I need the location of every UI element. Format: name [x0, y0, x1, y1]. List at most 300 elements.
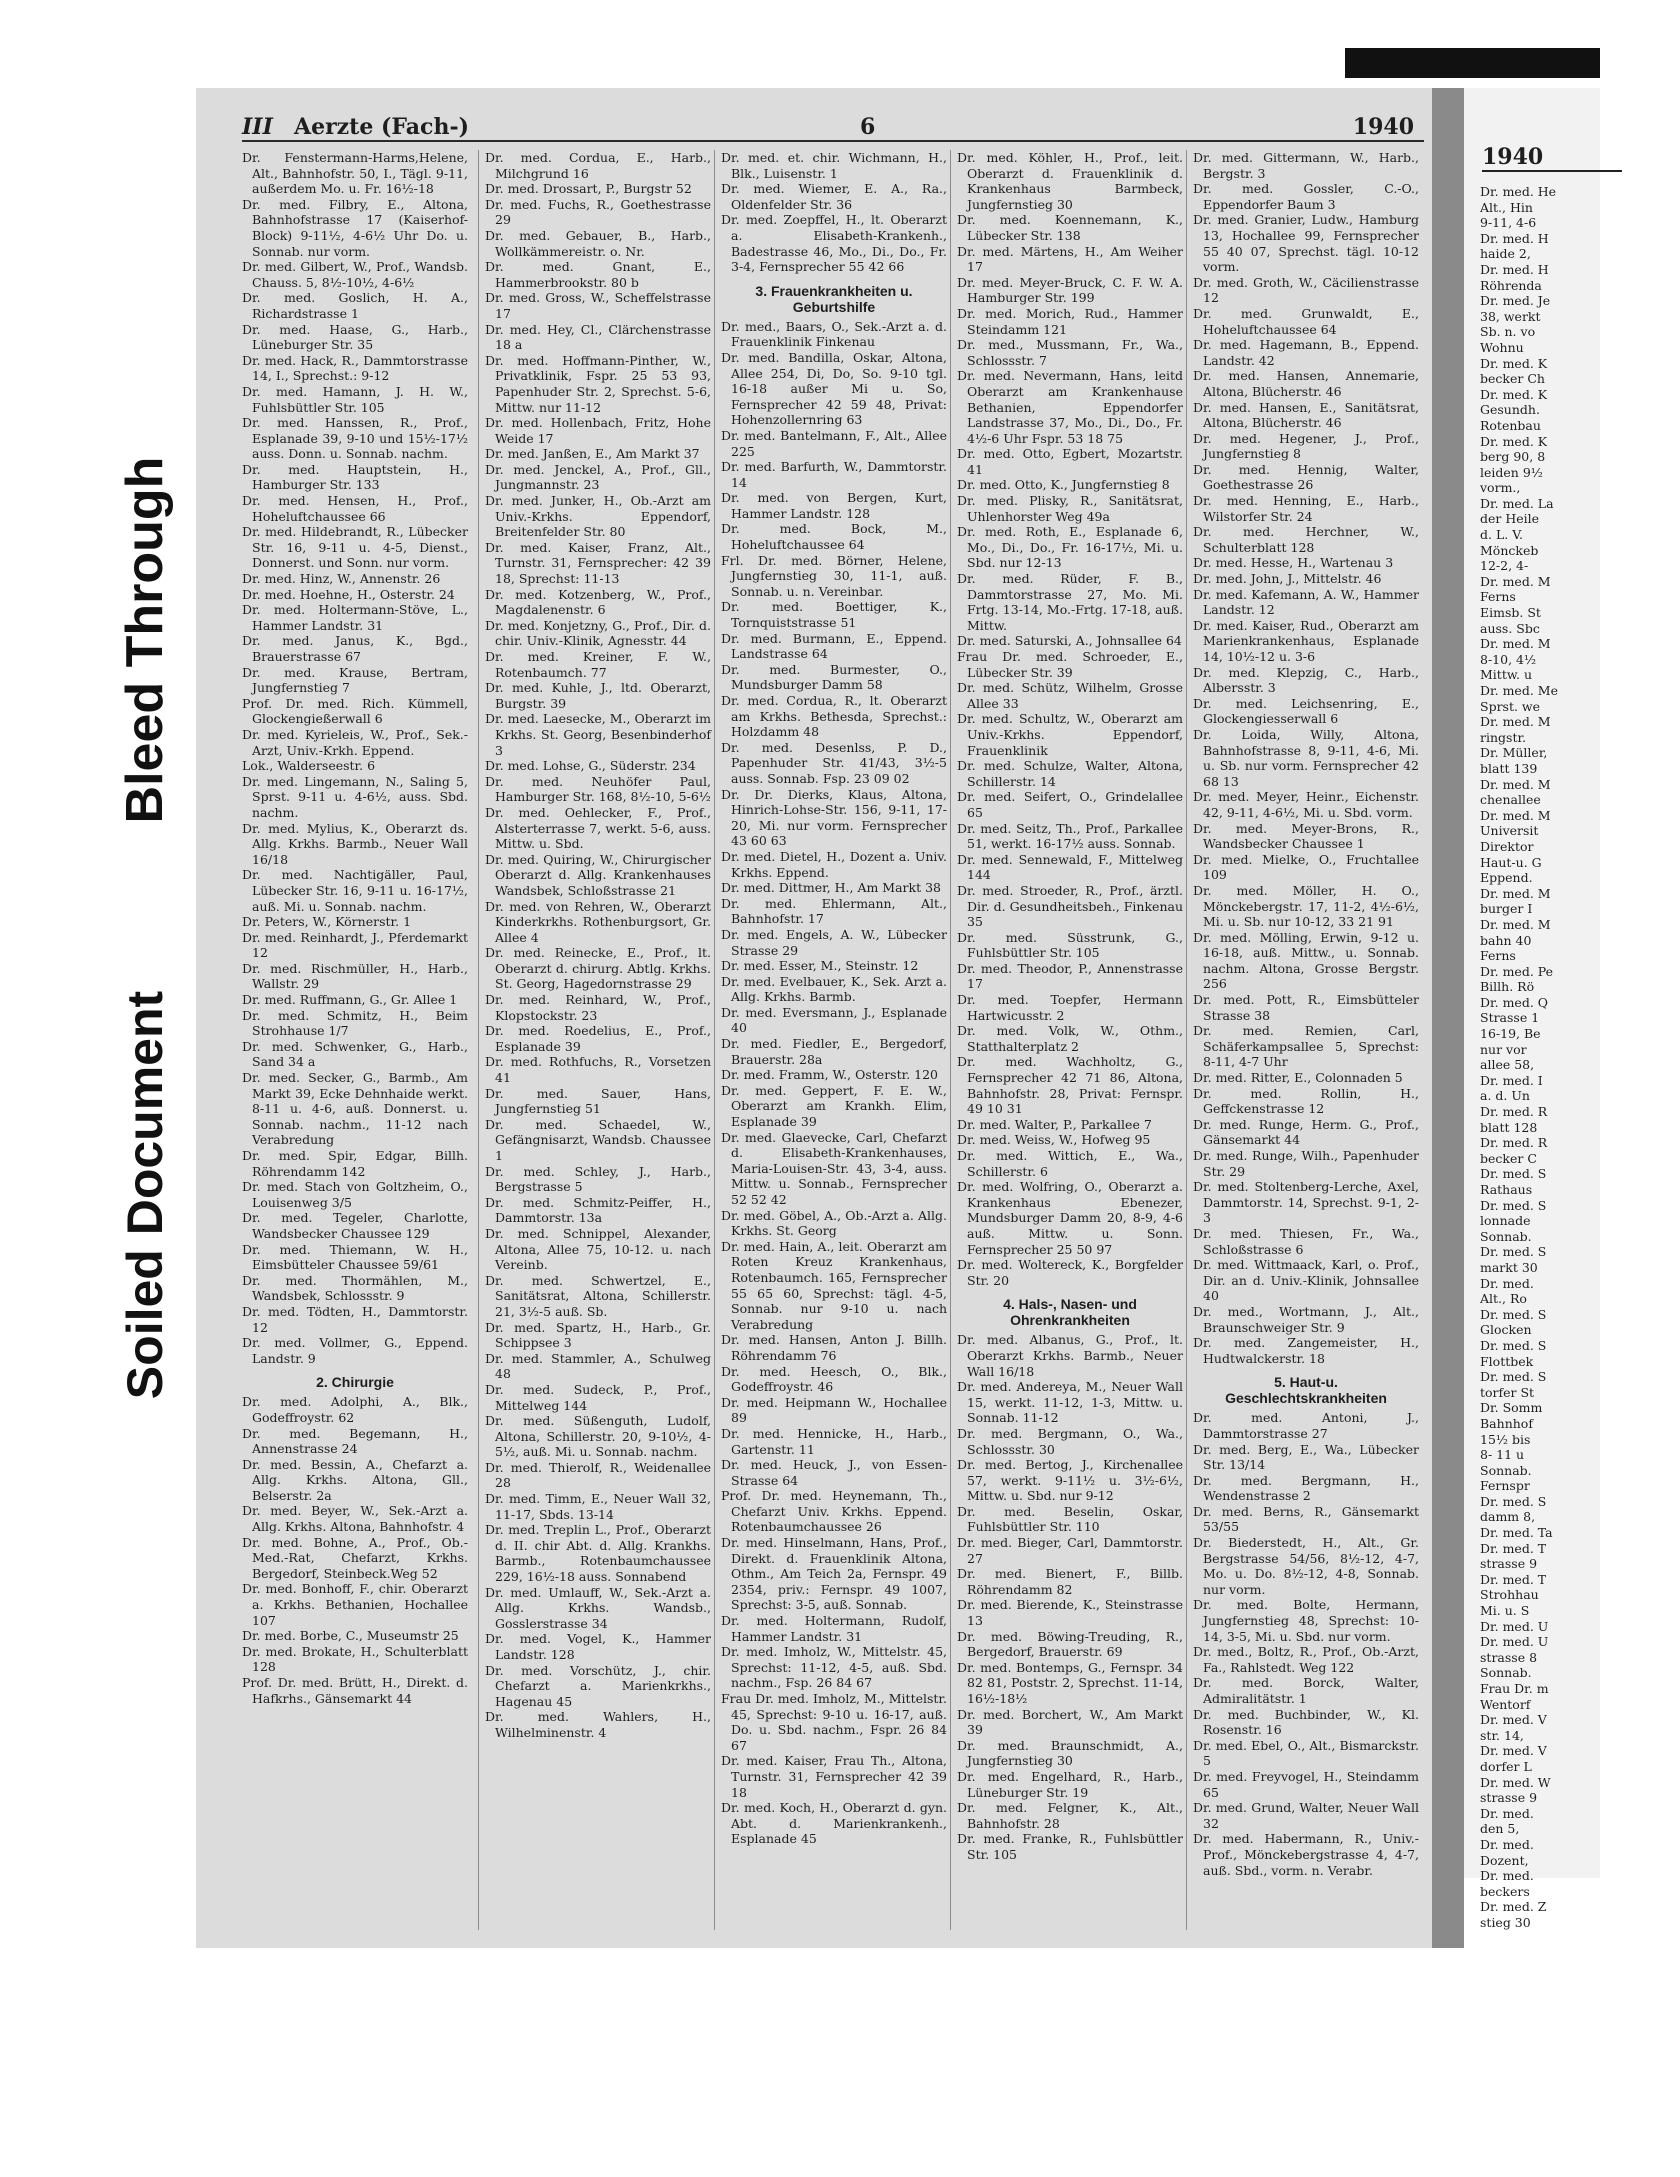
directory-entry: Dr. med. Kotzenberg, W., Prof., Magdalenenstr. 6	[485, 586, 711, 618]
directory-entry: Dr. med. Schulze, Walter, Altona, Schillerstr. 14	[957, 758, 1183, 789]
adjacent-page-line: haide 2,	[1480, 246, 1531, 262]
adjacent-page-line: markt 30	[1480, 1259, 1538, 1275]
directory-entry: Dr. med. Hanssen, R., Prof., Esplanade 39, 9-10 und 15½-17½ auss. Donn. u. Sonnab. nachm.	[242, 415, 468, 462]
adjacent-page-line: vorm.,	[1480, 480, 1521, 496]
directory-entry: Dr. med. Dietel, H., Dozent a. Univ. Krkhs. Eppend.	[721, 848, 947, 880]
directory-entry: Dr. med. Hoffmann-Pinther, W., Privatklinik, Fspr. 25 53 93, Papenhuder Str. 2, Sprechst. 5-6, Mittw. nur 11-12	[485, 352, 711, 415]
directory-entry: Dr. med. von Rehren, W., Oberarzt Kinderkrkhs. Rothenburgsort, Gr. Allee 4	[485, 898, 711, 945]
adjacent-page-line: Flottbek	[1480, 1353, 1534, 1369]
adjacent-page-line: Dr. med. R	[1480, 1104, 1548, 1120]
adjacent-page-line: strasse 9	[1480, 1556, 1538, 1572]
directory-entry: Dr. med. Umlauff, W., Sek.-Arzt a. Allg. Krkhs. Wandsb., Gosslerstrasse 34	[485, 1584, 711, 1631]
adjacent-page-line: Sb. n. vo	[1480, 324, 1536, 340]
directory-entry: Dr. med. Bergmann, H., Wendenstrasse 2	[1193, 1472, 1419, 1504]
adjacent-page-line: Universit	[1480, 823, 1539, 839]
directory-entry: Dr. med. Süßenguth, Ludolf, Altona, Schillerstr. 20, 9-10½, 4-5½, auß. Mi. u. Sonnab. nachm.	[485, 1413, 711, 1460]
directory-entry: Dr. med. Thiesen, Fr., Wa., Schloßstrasse 6	[1193, 1225, 1419, 1257]
directory-entry: Dr. med. Nevermann, Hans, leitd Oberarzt am Krankenhause Bethanien, Eppendorfer Landstrasse 37, Mo., Di., Do., Fr. 4½-6 Uhr Fspr. 53 18 75	[957, 368, 1183, 446]
adjacent-page-line: Mittw. u	[1480, 667, 1533, 683]
directory-entry: Dr. med. Felgner, K., Alt., Bahnhofstr. 28	[957, 1800, 1183, 1831]
directory-entry: Dr. med. Kafemann, A. W., Hammer Landstr. 12	[1193, 586, 1419, 618]
directory-entry: Dr. med. Bohne, A., Prof., Ob.-Med.-Rat, Chefarzt, Krkhs. Bergedorf, Steinbeck.Weg 52	[242, 1534, 468, 1581]
directory-entry: Dr. med. Jenckel, A., Prof., Gll., Jungmannstr. 23	[485, 461, 711, 493]
adjacent-page-line: bahn 40	[1480, 932, 1532, 948]
directory-entry: Dr. med. Vollmer, G., Eppend. Landstr. 9	[242, 1335, 468, 1366]
directory-entry: Dr. med. Evelbauer, K., Sek. Arzt a. Allg. Krkhs. Barmb.	[721, 973, 947, 1005]
adjacent-page-line: Fernspr	[1480, 1478, 1530, 1494]
adjacent-page-line: Dozent,	[1480, 1852, 1529, 1868]
directory-entry: Dr. med. Schnippel, Alexander, Altona, Allee 75, 10-12. u. nach Vereinb.	[485, 1225, 711, 1273]
directory-entry: Dr. med. Zangemeister, H., Hudtwalckerstr. 18	[1193, 1335, 1419, 1366]
directory-entry: Dr. med. Nachtigäller, Paul, Lübecker Str. 16, 9-11 u. 16-17½, auß. Mi. u. Sonnab. nachm.	[242, 867, 468, 914]
directory-entry: Dr. med. Hinselmann, Hans, Prof., Direkt. d. Frauenklinik Altona, Othm., Am Teich 2a, Fernspr. 49 2354, priv.: Fernspr. 49 1007, Sprechst: 3-5, auß. Sonnab.	[721, 1535, 947, 1613]
directory-entry: Dr. med. Otto, Egbert, Mozartstr. 41	[957, 446, 1183, 477]
directory-entry: Dr. med. Beyer, W., Sek.-Arzt a. Allg. Krkhs. Altona, Bahnhofstr. 4	[242, 1503, 468, 1535]
directory-entry: Dr. med. Kyrieleis, W., Prof., Sek.-Arzt, Univ.-Krkh. Eppend.	[242, 726, 468, 758]
directory-entry: Dr. med. Desenlss, P. D., Papenhuder Str. 41/43, 3½-5 auss. Sonnab. Fsp. 23 09 02	[721, 739, 947, 786]
directory-entry: Dr. med., Baars, O., Sek.-Arzt a. d. Frauenklinik Finkenau	[721, 318, 947, 350]
directory-entry: Dr. med. Wittich, E., Wa., Schillerstr. 6	[957, 1148, 1183, 1179]
adjacent-page-line: Dr. med. W	[1480, 1774, 1551, 1790]
directory-entry: Dr. med. Volk, W., Othm., Statthalterplatz 2	[957, 1023, 1183, 1054]
directory-entry: Dr. med. Hansen, Annemarie, Altona, Blücherstr. 46	[1193, 368, 1419, 399]
directory-entry: Dr. med. Koch, H., Oberarzt d. gyn. Abt. d. Marienkrankenh., Esplanade 45	[721, 1800, 947, 1847]
directory-entry: Dr. med. Thierolf, R., Weidenallee 28	[485, 1459, 711, 1491]
directory-entry: Dr. med. Grunwaldt, E., Hoheluftchaussee 64	[1193, 305, 1419, 337]
adjacent-page-line: Mönckeb	[1480, 542, 1539, 558]
adjacent-page-line: Alt., Hin	[1480, 199, 1533, 215]
directory-entry: Dr. med. Gittermann, W., Harb., Bergstr. 3	[1193, 150, 1419, 181]
adjacent-page-year: 1940	[1482, 144, 1622, 172]
adjacent-page-line: Sprst. we	[1480, 698, 1541, 714]
directory-entry: Dr. med. Burmann, E., Eppend. Landstrasse 64	[721, 630, 947, 662]
directory-entry: Dr. med. Bontemps, G., Fernspr. 34 82 81, Poststr. 2, Sprechst. 11-14, 16½-18½	[957, 1659, 1183, 1706]
adjacent-page-line: auss. Sbc	[1480, 620, 1540, 636]
directory-entry: Dr. med. Borck, Walter, Admiralitätstr. 1	[1193, 1675, 1419, 1706]
directory-entry: Dr. med. Quiring, W., Chirurgischer Oberarzt d. Allg. Krankenhauses Wandsbek, Schloßstrasse 21	[485, 851, 711, 898]
directory-entry: Dr. med. Esser, M., Steinstr. 12	[721, 958, 919, 974]
directory-entry: Dr. med. Andereya, M., Neuer Wall 15, werkt. 11-12, 1-3, Mittw. u. Sonnab. 11-12	[957, 1379, 1183, 1426]
directory-entry: Dr. med. Berg, E., Wa., Lübecker Str. 13/14	[1193, 1441, 1419, 1473]
adjacent-page-line: Dr. med. Pe	[1480, 963, 1554, 979]
adjacent-page-line: chenallee	[1480, 792, 1541, 808]
directory-entry: Dr. med. Sennewald, F., Mittelweg 144	[957, 851, 1183, 883]
directory-entry: Dr. med. Roth, E., Esplanade 6, Mo., Di., Do., Fr. 16-17½, Mi. u. Sbd. nur 12-13	[957, 524, 1183, 571]
directory-entry: Dr. med. Rüder, F. B., Dammtorstrasse 27, Mo. Mi. Frtg. 13-14, Mo.-Frtg. 17-18, auß. Mittw.	[957, 571, 1183, 633]
directory-entry: Dr. med. Glaevecke, Carl, Chefarzt d. Elisabeth-Krankenhauses, Maria-Louisen-Str. 43, 3-4, auss. Mittw. u. Sonnab., Fernsprecher 52 52 42	[721, 1129, 947, 1207]
directory-entry: Dr. med. Janßen, E., Am Markt 37	[485, 446, 700, 462]
adjacent-page-line: 15½ bis	[1480, 1431, 1531, 1447]
adjacent-page-line: str. 14,	[1480, 1727, 1524, 1743]
directory-entry: Dr. med. Konjetzny, G., Prof., Dir. d. chir. Univ.-Klinik, Agnesstr. 44	[485, 617, 711, 649]
directory-entry: Dr. Biederstedt, H., Alt., Gr. Bergstrasse 54/56, 8½-12, 4-7, Mo. u. Do. 8½-12, 4-8, Sonnab. nur vorm.	[1193, 1535, 1419, 1597]
directory-entry: Dr. med. Hennicke, H., Harb., Gartenstr. 11	[721, 1425, 947, 1457]
column-3	[714, 150, 947, 1930]
directory-entry: Dr. med. Cordua, R., lt. Oberarzt am Krkhs. Bethesda, Sprechst.: Holzdamm 48	[721, 693, 947, 740]
adjacent-page-line: Gesundh.	[1480, 402, 1540, 418]
directory-entry: Dr. Loida, Willy, Altona, Bahnhofstrasse 8, 9-11, 4-6, Mi. u. Sb. nur vorm. Fernsprecher 42 68 13	[1193, 726, 1419, 789]
adjacent-page-line: Sonnab.	[1480, 1665, 1532, 1681]
directory-entry: Dr. Dr. Dierks, Klaus, Altona, Hinrich-Lohse-Str. 156, 9-11, 17-20, Mi. nur vorm. Fernsprecher 43 60 63	[721, 786, 947, 849]
directory-entry: Dr. med. Stoltenberg-Lerche, Axel, Dammtorstr. 14, Sprechst. 9-1, 2-3	[1193, 1179, 1419, 1226]
directory-entry: Dr. med. Hack, R., Dammtorstrasse 14, I., Sprechst.: 9-12	[242, 352, 468, 384]
adjacent-page-line: torfer St	[1480, 1384, 1535, 1400]
adjacent-page-line: den 5,	[1480, 1821, 1520, 1837]
directory-entry: Dr. Peters, W., Körnerstr. 1	[242, 914, 412, 930]
column-2	[478, 150, 711, 1930]
page-header	[242, 114, 1424, 142]
directory-entry: Dr. med. Neuhöfer Paul, Hamburger Str. 168, 8½-10, 5-6½	[485, 773, 711, 805]
directory-entry: Dr. med. Brokate, H., Schulterblatt 128	[242, 1643, 468, 1675]
adjacent-page-line: becker C	[1480, 1150, 1537, 1166]
directory-entry: Dr. med. Engels, A. W., Lübecker Strasse 29	[721, 926, 947, 958]
adjacent-page-line: damm 8,	[1480, 1509, 1536, 1525]
directory-entry: Dr. med. Bieger, Carl, Dammtorstr. 27	[957, 1535, 1183, 1566]
adjacent-page-line: becker Ch	[1480, 371, 1545, 387]
adjacent-page-line: Dr. med. S	[1480, 1244, 1547, 1260]
adjacent-page-line: Dr. med. S	[1480, 1306, 1547, 1322]
adjacent-page-line: Dr. med. S	[1480, 1493, 1547, 1509]
directory-entry: Dr. med. Hegener, J., Prof., Jungfernstieg 8	[1193, 430, 1419, 462]
directory-entry: Dr. med. Krause, Bertram, Jungfernstieg 7	[242, 664, 468, 696]
directory-entry: Dr. med. Eversmann, J., Esplanade 40	[721, 1004, 947, 1036]
directory-entry: Dr. med., Wortmann, J., Alt., Braunschweiger Str. 9	[1193, 1303, 1419, 1335]
directory-entry: Dr. med. Kuhle, J., ltd. Oberarzt, Burgstr. 39	[485, 680, 711, 711]
directory-entry: Dr. med. Granier, Ludw., Hamburg 13, Hochallee 99, Fernsprecher 55 40 07, Sprechst. tägl. 10-12 vorm.	[1193, 212, 1419, 275]
bleed-through-label: Bleed Through	[116, 456, 174, 824]
adjacent-page-line: Dr. med. M	[1480, 636, 1551, 652]
directory-entry: Dr. med. Fuchs, R., Goethestrasse 29	[485, 196, 711, 228]
directory-entry: Frau Dr. med. Imholz, M., Mittelstr. 45, Sprechst: 9-10 u. 16-17, auß. Do. u. Sbd. nachm., Fspr. 26 84 67	[721, 1691, 947, 1753]
directory-entry: Dr. med. Schwenker, G., Harb., Sand 34 a	[242, 1038, 468, 1070]
directory-columns	[242, 150, 1424, 1930]
directory-entry: Dr. med. Bolte, Hermann, Jungfernstieg 48, Sprechst: 10-14, 3-5, Mi. u. Sbd. nur vorm.	[1193, 1597, 1419, 1644]
directory-entry: Dr. med. Filbry, E., Altona, Bahnhofstrasse 17 (Kaiserhof-Block) 9-11½, 4-6½ Uhr Do. u. Sonnab. nur vorm.	[242, 196, 468, 259]
directory-entry: Dr. med. Groth, W., Cäcilienstrasse 12	[1193, 274, 1419, 306]
adjacent-page-line: Dr. med. S	[1480, 1197, 1547, 1213]
directory-entry: Dr. med. Wachholtz, G., Fernsprecher 42 71 86, Altona, Bahnhofstr. 28, Privat: Fernspr. 49 10 31	[957, 1054, 1183, 1117]
directory-entry: Dr. med. Hain, A., leit. Oberarzt am Roten Kreuz Krankenhaus, Rotenbaumch. 165, Fernsprecher 55 65 60, Sprechst: tägl. 4-5, Sonnab. nur 9-10 u. nach Verabredung	[721, 1238, 947, 1332]
directory-entry: Dr. med. Saturski, A., Johnsallee 64	[957, 633, 1182, 649]
directory-entry: Dr. med. Mölling, Erwin, 9-12 u. 16-18, auß. Mittw., u. Sonnab. nachm. Altona, Grosse Bergstr. 256	[1193, 929, 1419, 992]
adjacent-page-line: Sonnab.	[1480, 1462, 1532, 1478]
directory-entry: Dr. med. Hansen, E., Sanitätsrat, Altona, Blücherstr. 46	[1193, 399, 1419, 431]
directory-entry: Dr. med. Berns, R., Gänsemarkt 53/55	[1193, 1503, 1419, 1535]
directory-entry: Dr. med. Seitz, Th., Prof., Parkallee 51, werkt. 16-17½ auss. Sonnab.	[957, 820, 1183, 852]
page-shadow	[1432, 88, 1464, 1948]
directory-entry: Dr. med. Bergmann, O., Wa., Schlossstr. 30	[957, 1425, 1183, 1457]
adjacent-page-line: Dr. med. Z	[1480, 1899, 1547, 1915]
directory-entry: Dr. med., Boltz, R., Prof., Ob.-Arzt, Fa., Rahlstedt. Weg 122	[1193, 1644, 1419, 1675]
adjacent-page-line: Haut-u. G	[1480, 854, 1542, 870]
adjacent-page-line: Sonnab.	[1480, 1228, 1532, 1244]
directory-entry: Dr. med. Albanus, G., Prof., lt. Oberarzt Krkhs. Barmb., Neuer Wall 16/18	[957, 1332, 1183, 1379]
directory-entry: Dr. Fenstermann-Harms,Helene, Alt., Bahnhofstr. 50, I., Tägl. 9-11, außerdem Mo. u. Fr. 16½-18	[242, 150, 468, 197]
header-year: 1940	[1352, 114, 1414, 140]
directory-entry: Dr. med. Lingemann, N., Saling 5, Sprst. 9-11 u. 4-6½, auss. Sbd. nachm.	[242, 773, 468, 820]
adjacent-page-line: Dr. med. M	[1480, 573, 1551, 589]
adjacent-page-line: d. L. V.	[1480, 527, 1524, 543]
adjacent-page-line: blatt 128	[1480, 1119, 1538, 1135]
directory-entry: Dr. med. Wiemer, E. A., Ra., Oldenfelder Str. 36	[721, 181, 947, 212]
directory-entry: Dr. med. Fiedler, E., Bergedorf, Brauerstr. 28a	[721, 1036, 947, 1067]
directory-entry: Dr. med. Hollenbach, Fritz, Hohe Weide 17	[485, 415, 711, 446]
directory-entry: Dr. med. von Bergen, Kurt, Hammer Landstr. 128	[721, 490, 947, 521]
directory-entry: Dr. med. Heesch, O., Blk., Godeffroystr. 46	[721, 1363, 947, 1395]
directory-entry: Dr. med. Hildebrandt, R., Lübecker Str. 16, 9-11 u. 4-5, Dienst., Donnerst. und Sonn. nur vorm.	[242, 524, 468, 571]
directory-entry: Dr. med. Schütz, Wilhelm, Grosse Allee 33	[957, 680, 1183, 711]
adjacent-page-line: 38, werkt	[1480, 308, 1541, 324]
adjacent-page-lines	[1480, 184, 1680, 1931]
directory-entry: Dr. med. Drossart, P., Burgstr 52	[485, 181, 692, 197]
directory-entry: Dr. med. Bandilla, Oskar, Altona, Allee 254, Di, Do, So. 9-10 tgl. 16-18 außer Mi u. So, Fernsprecher 42 59 48, Privat: Hohenzollernring 63	[721, 349, 947, 428]
adjacent-page-line: Dr. med. Q	[1480, 994, 1549, 1010]
directory-entry: Dr. med. Reinecke, E., Prof., lt. Oberarzt d. chirurg. Abtlg. Krkhs. St. Georg, Hagedornstrasse 29	[485, 945, 711, 992]
directory-entry: Dr. med. Hey, Cl., Clärchenstrasse 18 a	[485, 321, 711, 353]
scanned-page	[196, 88, 1460, 1948]
adjacent-page-line: strasse 9	[1480, 1790, 1538, 1806]
directory-entry: Dr. med. Schultz, W., Oberarzt am Univ.-Krkhs. Eppendorf, Frauenklinik	[957, 711, 1183, 758]
directory-entry: Dr. med. Geppert, F. E. W., Oberarzt am Krankh. Elim, Esplanade 39	[721, 1082, 947, 1130]
directory-entry: Dr. med. Schmitz-Peiffer, H., Dammtorstr. 13a	[485, 1194, 711, 1226]
directory-entry: Dr. med. Ehlermann, Alt., Bahnhofstr. 17	[721, 895, 947, 927]
adjacent-page-line: strasse 8	[1480, 1649, 1538, 1665]
directory-entry: Dr. med. Cordua, E., Harb., Milchgrund 16	[485, 150, 711, 181]
adjacent-page-line: Ferns	[1480, 589, 1516, 605]
directory-entry: Dr. med. Dittmer, H., Am Markt 38	[721, 880, 942, 896]
adjacent-page-line: Dr. med. U	[1480, 1634, 1549, 1650]
directory-entry: Dr. med. Reinhard, W., Prof., Klopstockstr. 23	[485, 992, 711, 1023]
header-title: Aerzte (Fach-)	[294, 114, 469, 140]
column-4	[950, 150, 1183, 1930]
adjacent-page-line: Dr. med. S	[1480, 1337, 1547, 1353]
directory-entry: Dr. med. Walter, P., Parkallee 7	[957, 1116, 1152, 1132]
adjacent-page-line: Dr. Müller,	[1480, 745, 1548, 761]
directory-entry: Dr. med. Gilbert, W., Prof., Wandsb. Chauss. 5, 8½-10½, 4-6½	[242, 259, 468, 290]
directory-entry: Dr. med. Bessin, A., Chefarzt a. Allg. Krkhs. Altona, Gll., Belserstr. 2a	[242, 1456, 468, 1503]
directory-entry: Dr. med. Mylius, K., Oberarzt ds. Allg. Krkhs. Barmb., Neuer Wall 16/18	[242, 820, 468, 867]
directory-entry: Dr. med. John, J., Mittelstr. 46	[1193, 571, 1382, 587]
directory-entry: Dr. med. Goslich, H. A., Richardstrasse 1	[242, 290, 468, 321]
directory-entry: Dr. med. Borbe, C., Museumstr 25	[242, 1628, 459, 1644]
adjacent-page-line: Dr. med.	[1480, 1836, 1534, 1852]
adjacent-page-line: Dr. med.	[1480, 1805, 1534, 1821]
directory-entry: Dr. med. Klepzig, C., Harb., Albersstr. 3	[1193, 664, 1419, 696]
adjacent-page-line: Strohhau	[1480, 1587, 1539, 1603]
directory-entry: Dr. med. Spir, Edgar, Billh. Röhrendamm 142	[242, 1148, 468, 1179]
directory-entry: Dr. med. Hennig, Walter, Goethestrasse 26	[1193, 461, 1419, 493]
adjacent-page-line: Dr. med. V	[1480, 1712, 1547, 1728]
directory-entry: Dr. med. Toepfer, Hermann Hartwicusstr. 2	[957, 992, 1183, 1023]
directory-entry: Dr. med. Grund, Walter, Neuer Wall 32	[1193, 1800, 1419, 1831]
directory-entry: Dr. med. Beselin, Oskar, Fuhlsbüttler Str. 110	[957, 1503, 1183, 1535]
directory-entry: Dr. med. Junker, H., Ob.-Arzt am Univ.-Krkhs. Eppendorf, Breitenfelder Str. 80	[485, 493, 711, 540]
directory-entry: Dr. med. Rischmüller, H., Harb., Wallstr. 29	[242, 960, 468, 992]
adjacent-page-line: Strasse 1	[1480, 1010, 1540, 1026]
adjacent-page-line: Dr. med. T	[1480, 1540, 1547, 1556]
directory-entry: Dr. med. Spartz, H., Harb., Gr. Schippsee 3	[485, 1319, 711, 1351]
soiled-document-label: Soiled Document	[117, 990, 173, 1400]
directory-entry: Dr. med. Thormählen, M., Wandsbek, Schlossstr. 9	[242, 1272, 468, 1304]
directory-entry: Frl. Dr. med. Börner, Helene, Jungfernstieg 30, 11-1, auß. Sonnab. u. n. Vereinbar.	[721, 552, 947, 599]
column-1	[242, 150, 468, 1930]
adjacent-page-line: Dr. med. M	[1480, 916, 1551, 932]
directory-entry: Dr. med. Hauptstein, H., Hamburger Str. 133	[242, 461, 468, 493]
adjacent-page-line: Rotenbau	[1480, 417, 1541, 433]
directory-entry: Dr. med. Schmitz, H., Beim Strohhause 1/7	[242, 1007, 468, 1039]
directory-entry: Dr. med. Süsstrunk, G., Fuhlsbüttler Str. 105	[957, 929, 1183, 961]
directory-entry: Dr. med. Antoni, J., Dammtorstrasse 27	[1193, 1410, 1419, 1441]
adjacent-page-line: Dr. med. V	[1480, 1743, 1547, 1759]
directory-entry: Dr. med. Koennemann, K., Lübecker Str. 138	[957, 212, 1183, 243]
adjacent-page-line: Dr. med. La	[1480, 495, 1554, 511]
directory-entry: Dr. med. Hensen, H., Prof., Hoheluftchaussee 66	[242, 493, 468, 524]
directory-entry: Dr. med. Plisky, R., Sanitätsrat, Uhlenhorster Weg 49a	[957, 493, 1183, 524]
adjacent-page-line: 16-19, Be	[1480, 1026, 1541, 1042]
adjacent-page-line: stieg 30	[1480, 1914, 1531, 1930]
adjacent-page-line: Dr. med. H	[1480, 261, 1549, 277]
directory-entry: Dr. med. Bertog, J., Kirchenallee 57, werkt. 9-11½ u. 3½-6½, Mittw. u. Sbd. nur 9-12	[957, 1457, 1183, 1504]
adjacent-page-line: Glocken	[1480, 1322, 1532, 1338]
directory-entry: Dr. med. Habermann, R., Univ.-Prof., Mönckebergstrasse 4, 4-7, auß. Sbd., vorm. n. Verabr.	[1193, 1831, 1419, 1878]
black-bar	[1345, 48, 1600, 78]
directory-entry: Dr. med. Timm, E., Neuer Wall 32, 11-17, Sbds. 13-14	[485, 1491, 711, 1522]
directory-entry: Dr. med. Meyer, Heinr., Eichenstr. 42, 9-11, 4-6½, Mi. u. Sbd. vorm.	[1193, 789, 1419, 820]
adjacent-page-line: Dr. med. Je	[1480, 293, 1551, 309]
directory-entry: Dr. med. Adolphi, A., Blk., Godeffroystr. 62	[242, 1394, 468, 1425]
directory-entry: Dr. med. Schwertzel, E., Sanitätsrat, Altona, Schillerstr. 21, 3½-5 auß. Sb.	[485, 1272, 711, 1319]
directory-entry: Dr. med. Vogel, K., Hammer Landstr. 128	[485, 1631, 711, 1662]
directory-entry: Dr. med. Holtermann-Stöve, L., Hammer Landstr. 31	[242, 602, 468, 633]
adjacent-page-line: Ferns	[1480, 948, 1516, 964]
directory-entry: Dr. med. Bock, M., Hoheluftchaussee 64	[721, 521, 947, 553]
adjacent-page-line: Direktor	[1480, 838, 1534, 854]
adjacent-page-line: Dr. med. M	[1480, 776, 1551, 792]
adjacent-page-line: Dr. med. U	[1480, 1618, 1549, 1634]
directory-entry: Dr. med. Runge, Wilh., Papenhuder Str. 29	[1193, 1148, 1419, 1179]
directory-entry: Dr. med. Reinhardt, J., Pferdemarkt 12	[242, 929, 468, 961]
adjacent-page-line: berg 90, 8	[1480, 449, 1546, 465]
adjacent-page-line: Mi. u. S	[1480, 1603, 1530, 1619]
directory-entry: Dr. med. Haase, G., Harb., Lüneburger Str. 35	[242, 321, 468, 353]
directory-entry: Dr. med. Schaedel, W., Gefängnisarzt, Wandsb. Chaussee 1	[485, 1116, 711, 1163]
adjacent-page-line: Röhrenda	[1480, 277, 1542, 293]
adjacent-page-line: leiden 9½	[1480, 464, 1543, 480]
directory-entry: Dr. med. Morich, Rud., Hammer Steindamm 121	[957, 305, 1183, 337]
directory-entry: Dr. med. Möller, H. O., Mönckebergstr. 17, 11-2, 4½-6½, Mi. u. Sb. nur 10-12, 33 21 91	[1193, 882, 1419, 930]
directory-entry: Dr. med. Bantelmann, F., Alt., Allee 225	[721, 427, 947, 459]
directory-entry: Dr. med. Stach von Goltzheim, O., Louisenweg 3/5	[242, 1179, 468, 1210]
adjacent-page-line: Eppend.	[1480, 870, 1533, 886]
directory-entry: Dr. med. Bonhoff, F., chir. Oberarzt a. Krkhs. Bethanien, Hochallee 107	[242, 1581, 468, 1628]
adjacent-page-line: Dr. med. R	[1480, 1135, 1548, 1151]
directory-entry: Dr. med. Leichsenring, E., Glockengiesserwall 6	[1193, 695, 1419, 727]
adjacent-page-line: Dr. med. K	[1480, 355, 1548, 371]
directory-entry: Prof. Dr. med. Heynemann, Th., Chefarzt Univ. Krkhs. Eppend. Rotenbaumchaussee 26	[721, 1488, 947, 1535]
header-volume: III	[242, 114, 273, 140]
adjacent-page-line: Dr. med. K	[1480, 386, 1548, 402]
directory-entry: Dr. med. Rollin, H., Geffckenstrasse 12	[1193, 1085, 1419, 1117]
directory-entry: Dr. med. Märtens, H., Am Weiher 17	[957, 243, 1183, 275]
adjacent-page-line: allee 58,	[1480, 1057, 1535, 1073]
directory-entry: Dr. med. Seifert, O., Grindelallee 65	[957, 789, 1183, 820]
directory-entry: Dr. med. Rothfuchs, R., Vorsetzen 41	[485, 1054, 711, 1086]
directory-entry: Dr. med. Meyer-Brons, R., Wandsbecker Chaussee 1	[1193, 820, 1419, 852]
directory-entry: Dr. med. Gebauer, B., Harb., Wollkämmereistr. o. Nr.	[485, 227, 711, 259]
directory-entry: Dr. med. Hamann, J. H. W., Fuhlsbüttler Str. 105	[242, 383, 468, 415]
header-page-number: 6	[860, 114, 876, 140]
adjacent-page-line: Wohnu	[1480, 339, 1524, 355]
directory-entry: Dr. med. Runge, Herm. G., Prof., Gänsemarkt 44	[1193, 1116, 1419, 1148]
directory-entry: Dr. med. Oehlecker, F., Prof., Alsterterrasse 7, werkt. 5-6, auss. Mittw. u. Sbd.	[485, 804, 711, 852]
directory-entry: Dr. med. Engelhard, R., Harb., Lüneburger Str. 19	[957, 1768, 1183, 1800]
directory-entry: Dr. med. Weiss, W., Hofweg 95	[957, 1132, 1151, 1148]
directory-entry: Dr. med. Vorschütz, J., chir. Chefarzt a. Marienkrkhs., Hagenau 45	[485, 1662, 711, 1709]
directory-entry: Dr. med. Tegeler, Charlotte, Wandsbecker Chaussee 129	[242, 1210, 468, 1241]
directory-entry: Dr. med. Sauer, Hans, Jungfernstieg 51	[485, 1085, 711, 1117]
directory-entry: Dr. med. Zoepffel, H., lt. Oberarzt a. Elisabeth-Krankenh., Badestrasse 46, Mo., Di., Do., Fr. 3-4, Fernsprecher 55 42 66	[721, 212, 947, 275]
directory-entry: Dr. med. Heuck, J., von Essen-Strasse 64	[721, 1457, 947, 1488]
directory-entry: Dr. med. Böwing-Treuding, R., Bergedorf, Brauerstr. 69	[957, 1628, 1183, 1660]
adjacent-page-line: Alt., Ro	[1480, 1291, 1527, 1307]
adjacent-page-line: Dr. med. M	[1480, 714, 1551, 730]
adjacent-page-line: dorfer L	[1480, 1758, 1532, 1774]
directory-entry: Dr. med. Boettiger, K., Tornquiststrasse 51	[721, 599, 947, 631]
adjacent-page-line: Frau Dr. m	[1480, 1681, 1549, 1696]
directory-entry: Dr. med. Gross, W., Scheffelstrasse 17	[485, 290, 711, 321]
directory-entry: Dr. med. Freyvogel, H., Steindamm 65	[1193, 1768, 1419, 1800]
directory-entry: Dr. med. Roedelius, E., Prof., Esplanade 39	[485, 1023, 711, 1054]
directory-entry: Dr. med. Otto, K., Jungfernstieg 8	[957, 477, 1170, 493]
directory-entry: Dr. med. Laesecke, M., Oberarzt im Krkhs. St. Georg, Besenbinderhof 3	[485, 711, 711, 758]
directory-entry: Dr. med. Imholz, W., Mittelstr. 45, Sprechst: 11-12, 4-5, auß. Sbd. nachm., Fsp. 26 84 67	[721, 1644, 947, 1691]
section-heading: 4. Hals-, Nasen- und Ohrenkrankheiten	[1003, 1296, 1137, 1329]
directory-entry: Dr. med. Hansen, Anton J. Billh. Röhrendamm 76	[721, 1332, 947, 1363]
directory-entry: Lok., Walderseestr. 6	[242, 758, 376, 774]
section-heading: 3. Frauenkrankheiten u. Geburtshilfe	[755, 282, 913, 315]
directory-entry: Dr. med. Framm, W., Osterstr. 120	[721, 1067, 939, 1083]
directory-entry: Dr. med., Mussmann, Fr., Wa., Schlossstr. 7	[957, 337, 1183, 368]
adjacent-page-line: Wentorf	[1480, 1696, 1531, 1712]
adjacent-page-line: 12-2, 4-	[1480, 558, 1529, 574]
adjacent-page-line: Dr. med. I	[1480, 1072, 1543, 1088]
directory-entry: Dr. med. Stammler, A., Schulweg 48	[485, 1350, 711, 1382]
adjacent-page-line: Dr. med. K	[1480, 433, 1548, 449]
adjacent-page-line: Billh. Rö	[1480, 979, 1535, 995]
directory-entry: Dr. med. Kreiner, F. W., Rotenbaumch. 77	[485, 649, 711, 680]
directory-entry: Dr. med. Ebel, O., Alt., Bismarckstr. 5	[1193, 1737, 1419, 1769]
adjacent-page-line: der Heile	[1480, 511, 1540, 527]
directory-entry: Dr. med. et. chir. Wichmann, H., Blk., Luisenstr. 1	[721, 150, 947, 181]
directory-entry: Dr. med. Göbel, A., Ob.-Arzt a. Allg. Krkhs. St. Georg	[721, 1207, 947, 1239]
directory-entry: Dr. med. Remien, Carl, Schäferkampsallee 5, Sprechst: 8-11, 4-7 Uhr	[1193, 1023, 1419, 1070]
directory-entry: Dr. med. Lohse, G., Süderstr. 234	[485, 758, 696, 774]
directory-entry: Dr. med. Pott, R., Eimsbütteler Strasse 38	[1193, 992, 1419, 1023]
directory-entry: Dr. med. Kaiser, Franz, Alt., Turnstr. 31, Fernsprecher: 42 39 18, Sprechst: 11-13	[485, 539, 711, 587]
directory-entry: Dr. med. Ruffmann, G., Gr. Allee 1	[242, 992, 458, 1008]
adjacent-page-line: Dr. med. S	[1480, 1166, 1547, 1182]
directory-entry: Dr. med. Bienert, F., Billb. Röhrendamm 82	[957, 1566, 1183, 1597]
adjacent-page-line: 8- 11 u	[1480, 1447, 1525, 1463]
section-heading: 5. Haut-u. Geschlechtskrankheiten	[1225, 1374, 1387, 1407]
directory-entry: Dr. med. Herchner, W., Schulterblatt 128	[1193, 524, 1419, 555]
adjacent-page-line: a. d. Un	[1480, 1088, 1530, 1104]
directory-entry: Prof. Dr. med. Rich. Kümmell, Glockengießerwall 6	[242, 695, 468, 727]
directory-entry: Dr. med. Hesse, H., Wartenau 3	[1193, 555, 1394, 571]
directory-entry: Dr. med. Wittmaack, Karl, o. Prof., Dir. an d. Univ.-Klinik, Johnsallee 40	[1193, 1257, 1419, 1304]
directory-entry: Dr. med. Heipmann W., Hochallee 89	[721, 1394, 947, 1426]
adjacent-page-line: burger I	[1480, 901, 1533, 917]
